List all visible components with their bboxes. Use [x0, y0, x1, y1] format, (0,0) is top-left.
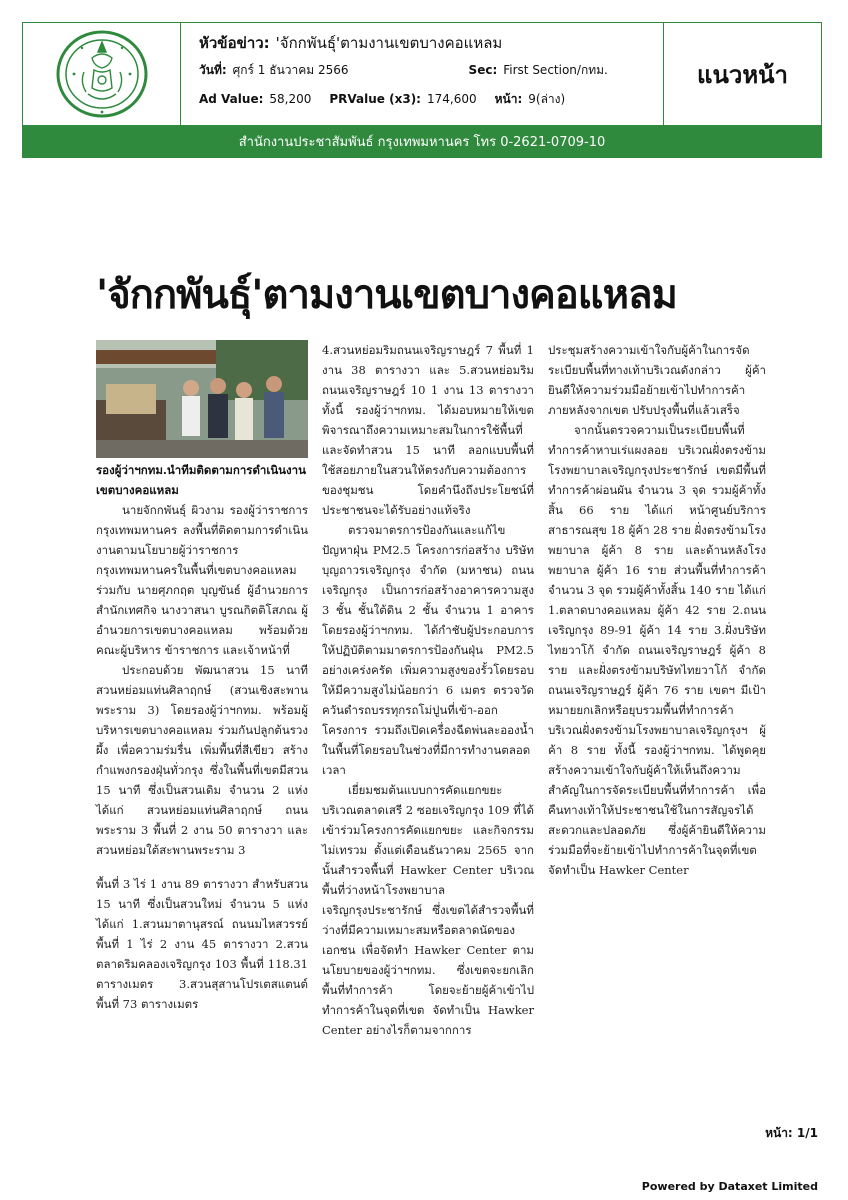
article-title: 'จักกพันธุ์'ตามงานเขตบางคอแหลม	[96, 272, 677, 318]
bma-seal-icon	[54, 28, 150, 120]
paragraph: เยี่ยมชมต้นแบบการคัดแยกขยะ บริเวณตลาดเสรี 2 ซอยเจริญกรุง 109 ที่ได้เข้าร่วมโครงการคัดแยกขยะ และกิจกรรมไม่เทรวม ตั้งแต่เดือนธันวาคม 2565 จากนั้นสำรวจพื้นที่ Hawker Center บริเวณพื้นที่ว่างหน้าโรงพยาบาลเจริญกรุงประชารักษ์ ซึ่งเขตได้สำรวจพื้นที่ว่างที่มีความเหมาะสมหรือตลาดนัดของเอกชน เพื่อจัดทำ Hawker Center ตามนโยบายของผู้ว่าฯกทม. ซึ่งเขตจะยกเลิกพื้นที่ทำการค้า โดยจะย้ายผู้ค้าเข้าไปทำการค้าในจุดที่เขต จัดทำเป็น Hawker Center อย่างไรก็ตามจากการ	[322, 783, 534, 1037]
photo-caption: รองผู้ว่าฯกทม.นำทีมติดตามการดำเนินงานเขตบางคอแหลม	[96, 463, 306, 497]
pr-value: 174,600	[426, 92, 477, 106]
article-column-2	[322, 340, 534, 1040]
news-photo	[96, 340, 308, 458]
article-column-1	[96, 500, 308, 1014]
section-value: First Section/กทม.	[503, 63, 608, 77]
paragraph: ตรวจมาตรการป้องกันและแก้ไขปัญหาฝุ่น PM2.5 โครงการก่อสร้าง บริษัท บุญถาวรเจริญกรุง จำกัด (มหาชน) ถนนเจริญกรุง เป็นการก่อสร้างอาคารความสูง 3 ชั้น ชั้นใต้ดิน 2 ชั้น จำนวน 1 อาคาร โดยรองผู้ว่าฯกทม. ได้กำชับผู้ประกอบการให้ปฏิบัติตามมาตรการป้องกันฝุ่น PM2.5 อย่างเคร่งครัด เพิ่มความสูงของรั้วโดยรอบให้มีความสูงไม่น้อยกว่า 6 เมตร ตรวจวัดควันดำรถบรรทุกรถโม่ปูนที่เข้า-ออกโครงการ รวมถึงเปิดเครื่องฉีดพ่นละอองน้ำในพื้นที่โดยรอบในช่วงที่มีการทำงานตลอดเวลา	[322, 523, 534, 777]
headline-label: หัวข้อข่าว:	[199, 34, 270, 52]
org-contact-bar: สำนักงานประชาสัมพันธ์ กรุงเทพมหานคร โทร 0-2621-0709-10	[23, 125, 821, 157]
page-indicator: หน้า: 1/1	[765, 1126, 818, 1140]
value-row	[199, 90, 663, 120]
paragraph: ประกอบด้วย พัฒนาสวน 15 นาที สวนหย่อมแท่นศิลาฤกษ์ (สวนเชิงสะพานพระราม 3) โดยรองผู้ว่าฯกทม. พร้อมผู้บริหารเขตบางคอแหลม ร่วมกันปลูกต้นรวงผึ้ง เพื่อความร่มรื่น เพิ่มพื้นที่สีเขียว สร้างกำแพงกรองฝุ่นทั่วกรุง ซึ่งในพื้นที่เขตมีสวน 15 นาที ซึ่งเป็นสวนเดิม จำนวน 2 แห่ง ได้แก่ สวนหย่อมแท่นศิลาฤกษ์ ถนนพระราม 3 พื้นที่ 2 งาน 50 ตารางวา และสวนหย่อมใต้สะพานพระราม 3	[96, 663, 308, 857]
paragraph: 4.สวนหย่อมริมถนนเจริญราษฎร์ 7 พื้นที่ 1 งาน 38 ตารางวา และ 5.สวนหย่อมริมถนนเจริญราษฎร์ 10 1 งาน 13 ตารางวา ทั้งนี้ รองผู้ว่าฯกทม. ได้มอบหมายให้เขตพิจารณาถึงความเหมาะสมในการใช้พื้นที่ และจัดทำสวน 15 นาที ลอกแบบพื้นที่ใช้สอยภายในสวนให้ตรงกับความต้องการของชุมชน โดยคำนึงถึงประโยชน์ที่ประชาชนจะได้รับอย่างแท้จริง	[322, 343, 534, 517]
news-photo-illustration	[96, 340, 308, 458]
section-label: Sec:	[468, 63, 498, 77]
headline-value: 'จักกพันธุ์'ตามงานเขตบางคอแหลม	[275, 34, 503, 52]
paragraph: นายจักกพันธุ์ ผิวงาม รองผู้ว่าราชการกรุงเทพมหานคร ลงพื้นที่ติดตามการดำเนินงานตามนโยบายผู้ว่าราชการกรุงเทพมหานครในพื้นที่เขตบางคอแหลม ร่วมกับ นายศุภกฤต บุญขันธ์ ผู้อำนวยการสำนักเทศกิจ นางวาสนา บูรณกิตติโสภณ ผู้อำนวยการเขตบางคอแหลม พร้อมด้วยคณะผู้บริหาร ข้าราชการ และเจ้าหน้าที่	[96, 503, 308, 657]
paragraph: พื้นที่ 3 ไร่ 1 งาน 89 ตารางวา สำหรับสวน 15 นาที ซึ่งเป็นสวนใหม่ จำนวน 5 แห่ง ได้แก่ 1.สวนมาตานุสรณ์ ถนนมไหสวรรย์ พื้นที่ 1 ไร่ 2 งาน 45 ตารางวา 2.สวนตลาดริมคลองเจริญกรุง 103 พื้นที่ 118.31 ตารางเมตร 3.สวนสุสานโปรเตสแตนต์ พื้นที่ 73 ตารางเมตร	[96, 877, 308, 1011]
logo-cell	[23, 23, 181, 125]
date-label: วันที่:	[199, 63, 227, 77]
clipping-header	[22, 22, 822, 158]
date-row	[199, 61, 663, 90]
ad-value-label: Ad Value:	[199, 92, 264, 106]
date-value: ศุกร์ 1 ธันวาคม 2566	[232, 63, 349, 77]
page-label: หน้า:	[494, 92, 523, 106]
ad-value: 58,200	[269, 92, 312, 106]
pr-value-label: PRValue (x3):	[329, 92, 421, 106]
clipping-info	[181, 23, 663, 125]
paragraph: จากนั้นตรวจความเป็นระเบียบพื้นที่ทำการค้าหาบเร่แผงลอย บริเวณฝั่งตรงข้ามโรงพยาบาลเจริญกรุงประชารักษ์ เขตมีพื้นที่ทำการค้าผ่อนผัน จำนวน 3 จุด รวมผู้ค้าทั้งสิ้น 66 ราย ได้แก่ หน้าศูนย์บริการสาธารณสุข 18 ผู้ค้า 28 ราย ฝั่งตรงข้ามโรงพยาบาล ผู้ค้า 8 ราย และด้านหลังโรงพยาบาล ผู้ค้า 16 ราย ส่วนพื้นที่ทำการค้า จำนวน 3 จุด รวมผู้ค้าทั้งสิ้น 140 ราย ได้แก่ 1.ตลาดบางคอแหลม ผู้ค้า 42 ราย 2.ถนนเจริญกรุง 89-91 ผู้ค้า 14 ราย 3.ฝั่งบริษัท ไทยวาโก้ จำกัด ถนนเจริญราษฎร์ ผู้ค้า 8 ราย และฝั่งตรงข้ามบริษัทไทยวาโก้ จำกัด ถนนเจริญราษฎร์ ผู้ค้า 76 ราย เขตฯ มีเป้าหมายยกเลิกหรือยุบรวมพื้นที่ทำการค้าบริเวณฝั่งตรงข้ามโรงพยาบาลเจริญกรุงฯ ผู้ค้า 8 ราย ทั้งนี้ รองผู้ว่าฯกทม. ได้พูดคุยสร้างความเข้าใจกับผู้ค้าให้เห็นถึงความสำคัญในการจัดระเบียบพื้นที่ทำการค้า เพื่อคืนทางเท้าให้ประชาชนใช้ในการสัญจรได้สะดวกและปลอดภัย ซึ่งผู้ค้ายินดีให้ความร่วมมือที่จะย้ายเข้าไปทำการค้าในจุดที่เขตจัดทำเป็น Hawker Center	[548, 423, 766, 877]
headline-row	[199, 31, 663, 61]
powered-by: Powered by Dataxet Limited	[641, 1180, 818, 1193]
paragraph: ประชุมสร้างความเข้าใจกับผู้ค้าในการจัดระเบียบพื้นที่ทางเท้าบริเวณดังกล่าว ผู้ค้ายินดีให้ความร่วมมือย้ายเข้าไปทำการค้า ภายหลังจากเขต ปรับปรุงพื้นที่แล้วเสร็จ	[548, 343, 766, 417]
page-value: 9(ล่าง)	[528, 92, 566, 106]
newspaper-name: แนวหน้า	[663, 23, 821, 125]
article-column-3	[548, 340, 766, 880]
